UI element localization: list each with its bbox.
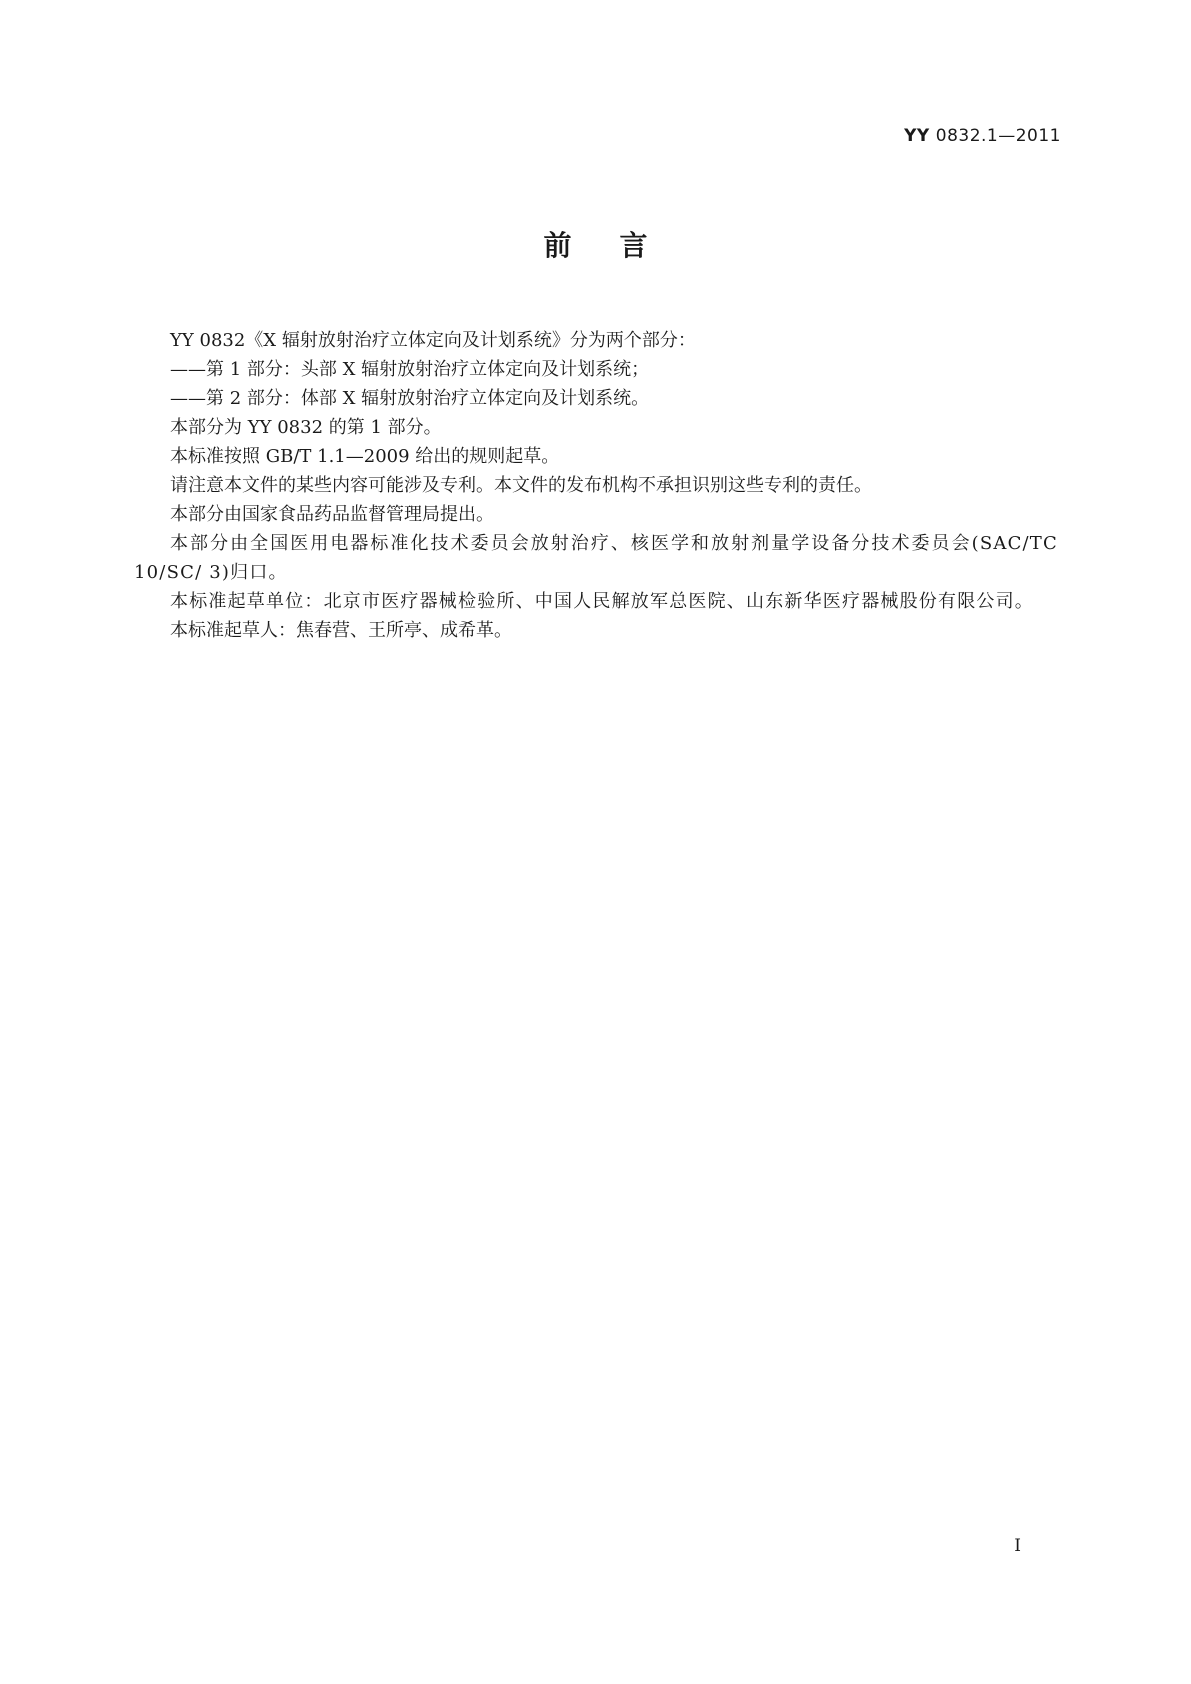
paragraph-proposed-by: 本部分由国家食品药品监督管理局提出。 [170, 504, 494, 525]
paragraph-administered-by: 本部分由全国医用电器标准化技术委员会放射治疗、核医学和放射剂量学设备分技术委员会(SAC/TC 10/SC/ 3)归口。 [134, 533, 1058, 583]
page-title: 前言 [543, 229, 696, 262]
standard-code-number: 0832.1—2011 [935, 126, 1061, 146]
foreword-body [134, 326, 1058, 645]
paragraph-part-1: ——第 1 部分：头部 X 辐射放射治疗立体定向及计划系统； [170, 359, 650, 380]
paragraph-drafting-units: 本标准起草单位：北京市医疗器械检验所、中国人民解放军总医院、山东新华医疗器械股份有限公司。 [170, 591, 1034, 612]
standard-code-prefix: YY [904, 126, 930, 146]
paragraph-drafting-rules: 本标准按照 GB/T 1.1—2009 给出的规则起草。 [170, 446, 560, 467]
paragraph-this-part: 本部分为 YY 0832 的第 1 部分。 [170, 417, 442, 438]
paragraph-drafters: 本标准起草人：焦春营、王所亭、成希革。 [170, 620, 512, 641]
paragraph-intro: YY 0832《X 辐射放射治疗立体定向及计划系统》分为两个部分： [170, 330, 696, 351]
paragraph-patent-notice: 请注意本文件的某些内容可能涉及专利。本文件的发布机构不承担识别这些专利的责任。 [170, 475, 872, 496]
paragraph-part-2: ——第 2 部分：体部 X 辐射放射治疗立体定向及计划系统。 [170, 388, 650, 409]
standard-code [904, 126, 1061, 146]
page-number: I [1014, 1536, 1021, 1556]
